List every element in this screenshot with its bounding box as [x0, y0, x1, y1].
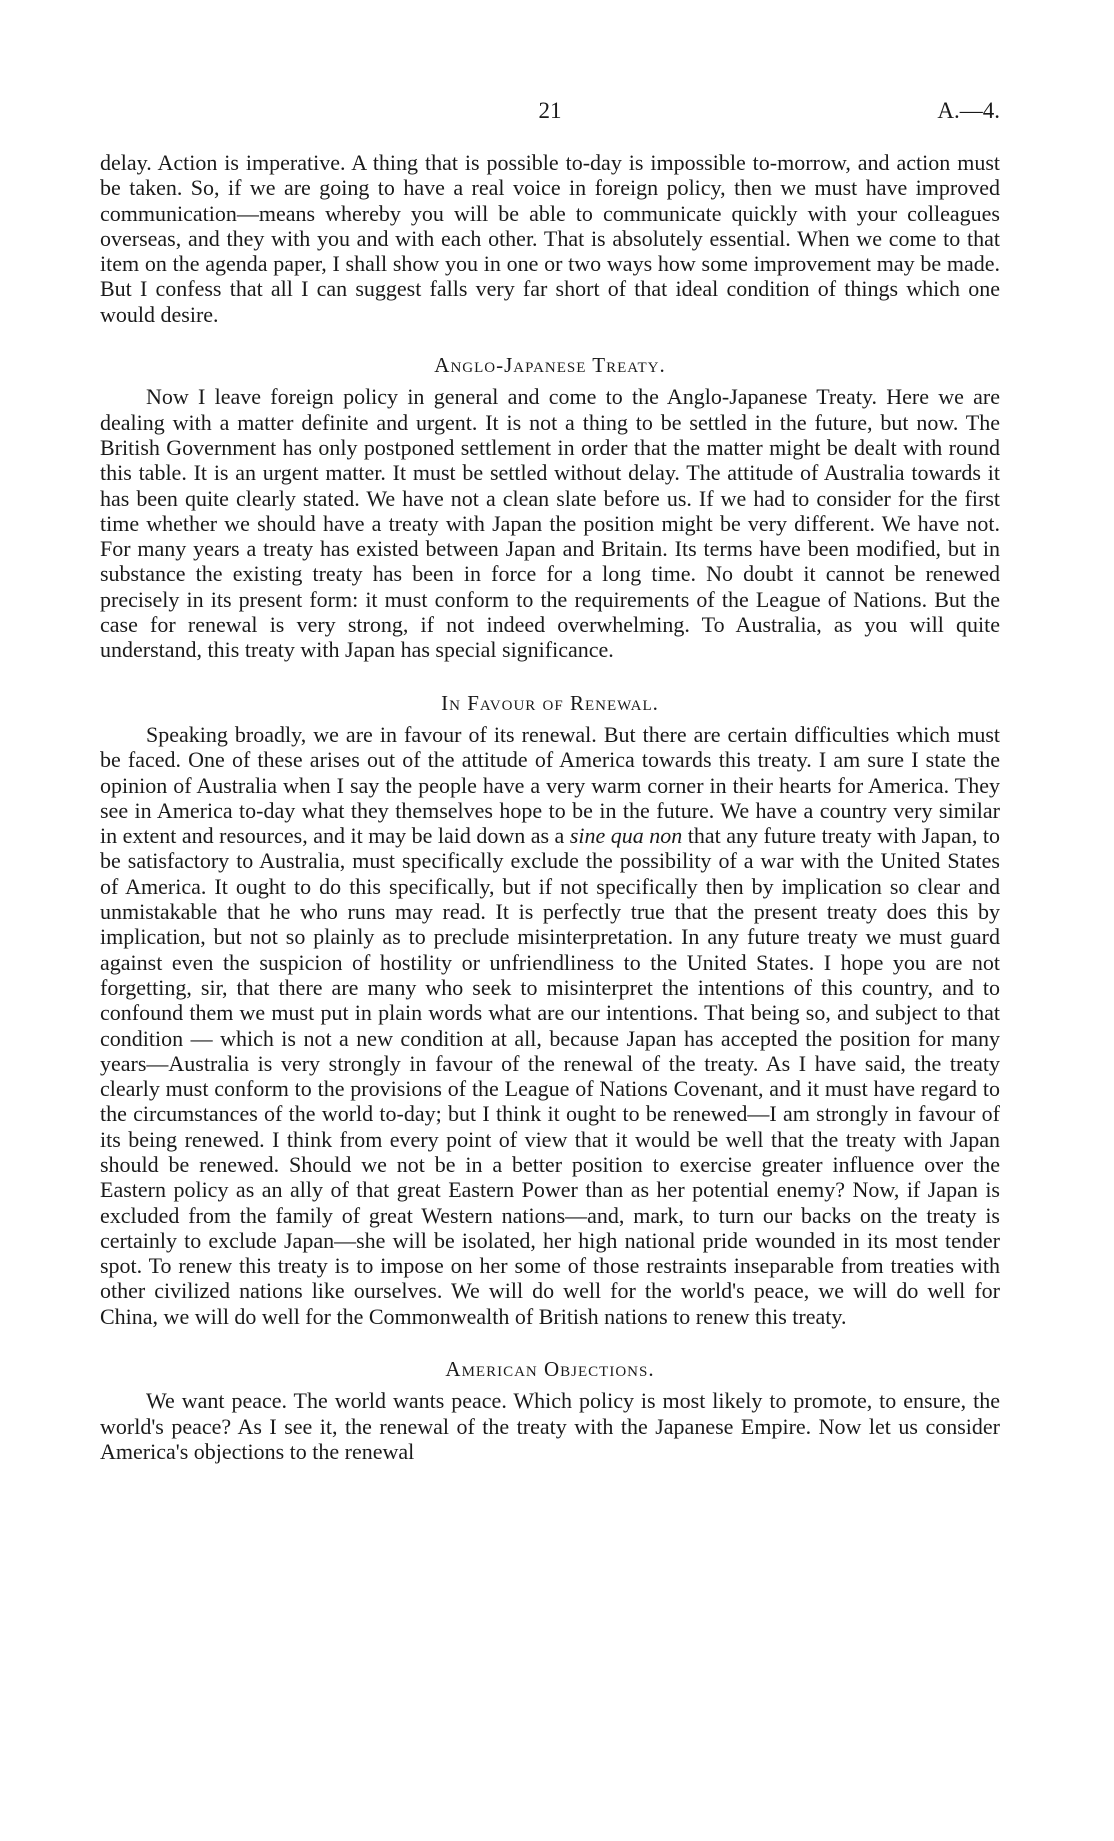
section-heading-in-favour-of-renewal: In Favour of Renewal. [441, 690, 659, 715]
section-heading-american-objections: American Objections. [445, 1357, 655, 1382]
document-reference: A.—4. [937, 98, 1000, 123]
body-text [100, 150, 1000, 1464]
emphasis-latin-phrase: sine qua non [569, 823, 683, 849]
paragraph-american-objections: We want peace. The world wants peace. Which policy is most likely to promote, to ensure, the world's peace? As I see it, the renewal of the treaty with the Japanese Empire. Now let us consider America's objections to the renewal [100, 1388, 1000, 1464]
section-heading-anglo-japanese-treaty: Anglo-Japanese Treaty. [434, 353, 666, 378]
paragraph-in-favour-of-renewal [100, 722, 1000, 1329]
paragraph-text: Speaking broadly, we are in favour of its renewal. But there are certain difficulties which must be faced. One of these arises out of the attitude of America towards this treaty. I am sure I state the opinion of Australia when I say the people have a very warm corner in their hearts for America. They see in America to-day what they themselves hope to be in the future. We have a country very similar in extent and resources, and it may be laid down as a [100, 721, 1000, 849]
paragraph-text: that any future treaty with Japan, to be satisfactory to Australia, must specifically exclude the possibility of a war with the United States of America. It ought to do this specifically, but if not specifically then by implication so clear and unmistakable that he who runs may read. It is perfectly true that the present treaty does this by implication, but not so plainly as to preclude misinterpretation. In any future treaty we must guard against even the suspicion of hostility or unfriendliness to the United States. I hope you are not forgetting, sir, that there are many who seek to misinterpret the intentions of this country, and to confound them we must put in plain words what are our intentions. That being so, and subject to that condition — which is not a new condition at all, because Japan has accepted the position for many years—Australia is very strongly in favour of the renewal of the treaty. As I have said, the treaty clearly must conform to the provisions of the League of Nations Covenant, and it must have regard to the circumstances of the world to-day; but I think it ought to be renewed—I am strongly in favour of its being renewed. I think from every point of view that it would be well that the treaty with Japan should be renewed. Should we not be in a better position to exercise greater influence over the Eastern policy as an ally of that great Eastern Power than as her potential enemy? Now, if Japan is excluded from the family of great Western nations—and, mark, to turn our backs on the treaty is certainly to exclude Japan—she will be isolated, her high national pride wounded in its most tender spot. To renew this treaty is to impose on her some of those restraints inseparable from treaties with other civilized nations like ourselves. We will do well for the world's peace, we will do well for China, we will do well for the Commonwealth of British nations to renew this treaty. [100, 823, 1000, 1329]
paragraph-continuation: delay. Action is imperative. A thing that is possible to-day is impossible to-morrow, and action must be taken. So, if we are going to have a real voice in foreign policy, then we must have improved communication—means whereby you will be able to communicate quickly with your colleagues overseas, and they with you and with each other. That is absolutely essential. When we come to that item on the agenda paper, I shall show you in one or two ways how some improvement may be made. But I confess that all I can suggest falls very far short of that ideal condition of things which one would desire. [100, 150, 1000, 327]
paragraph-anglo-japanese-treaty: Now I leave foreign policy in general and come to the Anglo-Japanese Treaty. Here we are dealing with a matter definite and urgent. It is not a thing to be settled in the future, but now. The British Government has only postponed settlement in order that the matter might be dealt with round this table. It is an urgent matter. It must be settled without delay. The attitude of Australia towards it has been quite clearly stated. We have not a clean slate before us. If we had to consider for the first time whether we should have a treaty with Japan the position might be very different. We have not. For many years a treaty has existed between Japan and Britain. Its terms have been modified, but in substance the existing treaty has been in force for a long time. No doubt it cannot be renewed precisely in its present form: it must conform to the requirements of the League of Nations. But the case for renewal is very strong, if not indeed overwhelming. To Australia, as you will quite understand, this treaty with Japan has special significance. [100, 384, 1000, 663]
page-header [100, 98, 1000, 132]
page-number: 21 [538, 98, 562, 123]
